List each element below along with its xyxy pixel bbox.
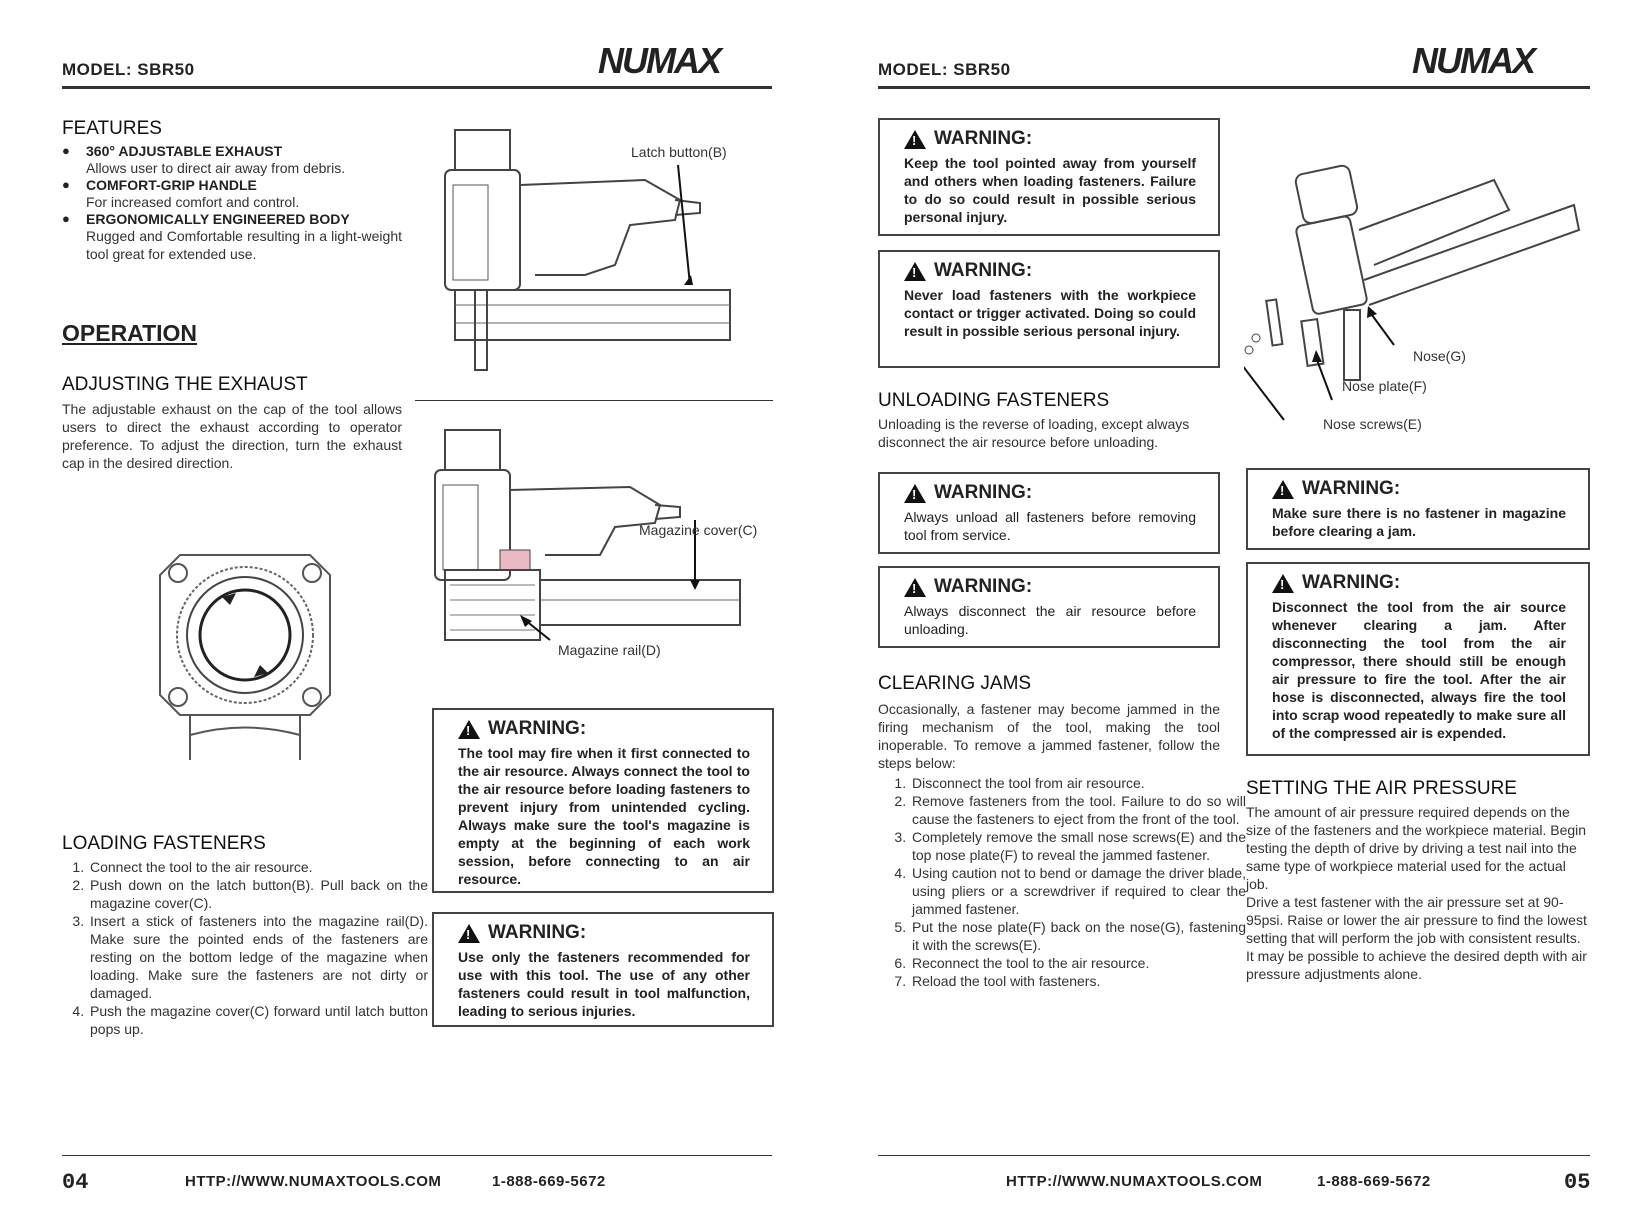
pressure-paragraph: The amount of air pressure required depends on the size of the fasteners and the workpiece material. Begin testing the depth of drive by driving a test nail into the same type of workpiece material used for the actual job. <box>1246 804 1587 892</box>
warning-box-no-fastener: ! WARNING: Make sure there is no fastener in magazine before clearing a jam. <box>1246 468 1590 550</box>
header-rule <box>62 86 772 89</box>
list-item: 2. Push down on the latch button(B). Pull back on the magazine cover(C). <box>88 876 428 912</box>
jams-steps <box>884 774 1246 990</box>
list-item: 4. Using caution not to bend or damage the driver blade, using pliers or a screwdriver if required to clear the jammed fastener. <box>910 864 1246 918</box>
warning-box-unload: ! WARNING: Always unload all fasteners before removing tool from service. <box>878 472 1220 554</box>
warning-box-pointed-away: ! WARNING: Keep the tool pointed away from yourself and others when loading fasteners. Failure to do so could result in possible serious personal injury. <box>878 118 1220 236</box>
warning-box-fasteners: ! WARNING: Use only the fasteners recommended for use with this tool. The use of any other fasteners could result in tool malfunction, leading to serious injuries. <box>432 912 774 1027</box>
exhaust-title: ADJUSTING THE EXHAUST <box>62 374 308 395</box>
pressure-paragraph: Drive a test fastener with the air pressure set at 90-95psi. Raise or lower the air pressure to find the lowest setting that will perform the job with consistent results. <box>1246 894 1587 946</box>
page-number: 04 <box>62 1170 89 1195</box>
warning-box-never-load: ! WARNING: Never load fasteners with the workpiece contact or trigger activated. Doing so could result in possible serious personal injury. <box>878 250 1220 368</box>
warning-triangle-icon <box>904 262 926 281</box>
loading-steps <box>62 858 428 1038</box>
exhaust-cap-figure <box>150 545 340 765</box>
loading-title: LOADING FASTENERS <box>62 833 266 854</box>
features-list <box>62 143 402 263</box>
list-item: 4. Push the magazine cover(C) forward until latch button pops up. <box>88 1002 428 1038</box>
list-item: 3. Completely remove the small nose screws(E) and the top nose plate(F) to reveal the jammed fastener. <box>910 828 1246 864</box>
feature-item: ● COMFORT-GRIP HANDLE For increased comfort and control. <box>62 177 402 211</box>
warning-triangle-icon <box>1272 574 1294 593</box>
warning-triangle-icon <box>458 924 480 943</box>
nose-label: Nose(G) <box>1413 348 1466 364</box>
pressure-text <box>1246 803 1590 983</box>
warning-box-disconnect: ! WARNING: Always disconnect the air resource before unloading. <box>878 566 1220 648</box>
numax-logo: NUMAX <box>1412 40 1534 81</box>
pressure-paragraph: It may be possible to achieve the desired depth with air pressure adjustments alone. <box>1246 948 1587 982</box>
jams-text: Occasionally, a fastener may become jammed in the firing mechanism of the tool, making the tool inoperable. To remove a jammed fastener, follow the steps below: <box>878 701 1220 771</box>
features-title: FEATURES <box>62 118 162 139</box>
model-label: MODEL: SBR50 <box>62 60 195 79</box>
footer-phone: 1-888-669-5672 <box>1317 1173 1431 1190</box>
latch-button-label: Latch button(B) <box>631 144 727 160</box>
list-item: 7. Reload the tool with fasteners. <box>910 972 1246 990</box>
list-item: 6. Reconnect the tool to the air resource. <box>910 954 1246 972</box>
unloading-title: UNLOADING FASTENERS <box>878 390 1110 411</box>
unloading-text: Unloading is the reverse of loading, except always disconnect the air resource before unloading. <box>878 416 1190 450</box>
footer-rule <box>62 1155 772 1156</box>
exhaust-text: The adjustable exhaust on the cap of the tool allows users to direct the exhaust according to operator preference. To adjust the direction, turn the exhaust cap in the desired direction. <box>62 401 402 471</box>
numax-logo: NUMAX <box>598 40 720 81</box>
list-item: 2. Remove fasteners from the tool. Failure to do so will cause the fasteners to eject from the front of the tool. <box>910 792 1246 828</box>
header-rule <box>878 86 1590 89</box>
operation-title: OPERATION <box>62 320 198 346</box>
nose-assembly-figure <box>1244 150 1594 450</box>
footer-rule <box>878 1155 1590 1156</box>
tool-magazine-figure <box>425 425 775 665</box>
model-label: MODEL: SBR50 <box>878 60 1011 79</box>
list-item: 1. Connect the tool to the air resource. <box>88 858 428 876</box>
page-number: 05 <box>1564 1170 1591 1195</box>
warning-triangle-icon <box>1272 480 1294 499</box>
feature-item: ● ERGONOMICALLY ENGINEERED BODY Rugged and Comfortable resulting in a light-weight tool great for extended use. <box>62 211 402 263</box>
pressure-title: SETTING THE AIR PRESSURE <box>1246 778 1517 799</box>
footer-phone: 1-888-669-5672 <box>492 1173 606 1190</box>
list-item: 5. Put the nose plate(F) back on the nose(G), fastening it with the screws(E). <box>910 918 1246 954</box>
figure-divider <box>415 400 773 401</box>
warning-triangle-icon <box>904 484 926 503</box>
tool-latch-figure <box>435 125 775 385</box>
magazine-cover-label: Magazine cover(C) <box>639 522 758 538</box>
right-page <box>824 0 1648 1224</box>
warning-triangle-icon <box>458 720 480 739</box>
footer-url: HTTP://WWW.NUMAXTOOLS.COM <box>1006 1173 1263 1190</box>
footer-url: HTTP://WWW.NUMAXTOOLS.COM <box>185 1173 442 1190</box>
jams-title: CLEARING JAMS <box>878 673 1032 694</box>
list-item: 1. Disconnect the tool from air resource. <box>910 774 1246 792</box>
warning-box-first-connect: ! WARNING: The tool may fire when it first connected to the air resource. Always connect the tool to the air resource before loading fasteners to prevent injury from unintended cycling. Always make sure the tool's magazine is empty at the beginning of each work session, before connecting to an air resource. <box>432 708 774 893</box>
feature-item: ● 360° ADJUSTABLE EXHAUST Allows user to direct air away from debris. <box>62 143 402 177</box>
warning-box-clear-jam: ! WARNING: Disconnect the tool from the air source whenever clearing a jam. After disconnecting the tool from the air compressor, there should still be enough air pressure to fire the tool. After the air hose is disconnected, always fire the tool into scrap wood repeatedly to make sure all of the compressed air is expended. <box>1246 562 1590 756</box>
list-item: 3. Insert a stick of fasteners into the magazine rail(D). Make sure the pointed ends of the fasteners are resting on the bottom ledge of the magazine when loading. Make sure the fasteners are not dirty or damaged. <box>88 912 428 1002</box>
nose-screws-label: Nose screws(E) <box>1323 416 1422 432</box>
nose-plate-label: Nose plate(F) <box>1342 378 1427 394</box>
warning-triangle-icon <box>904 578 926 597</box>
magazine-rail-label: Magazine rail(D) <box>558 642 661 658</box>
warning-triangle-icon <box>904 130 926 149</box>
